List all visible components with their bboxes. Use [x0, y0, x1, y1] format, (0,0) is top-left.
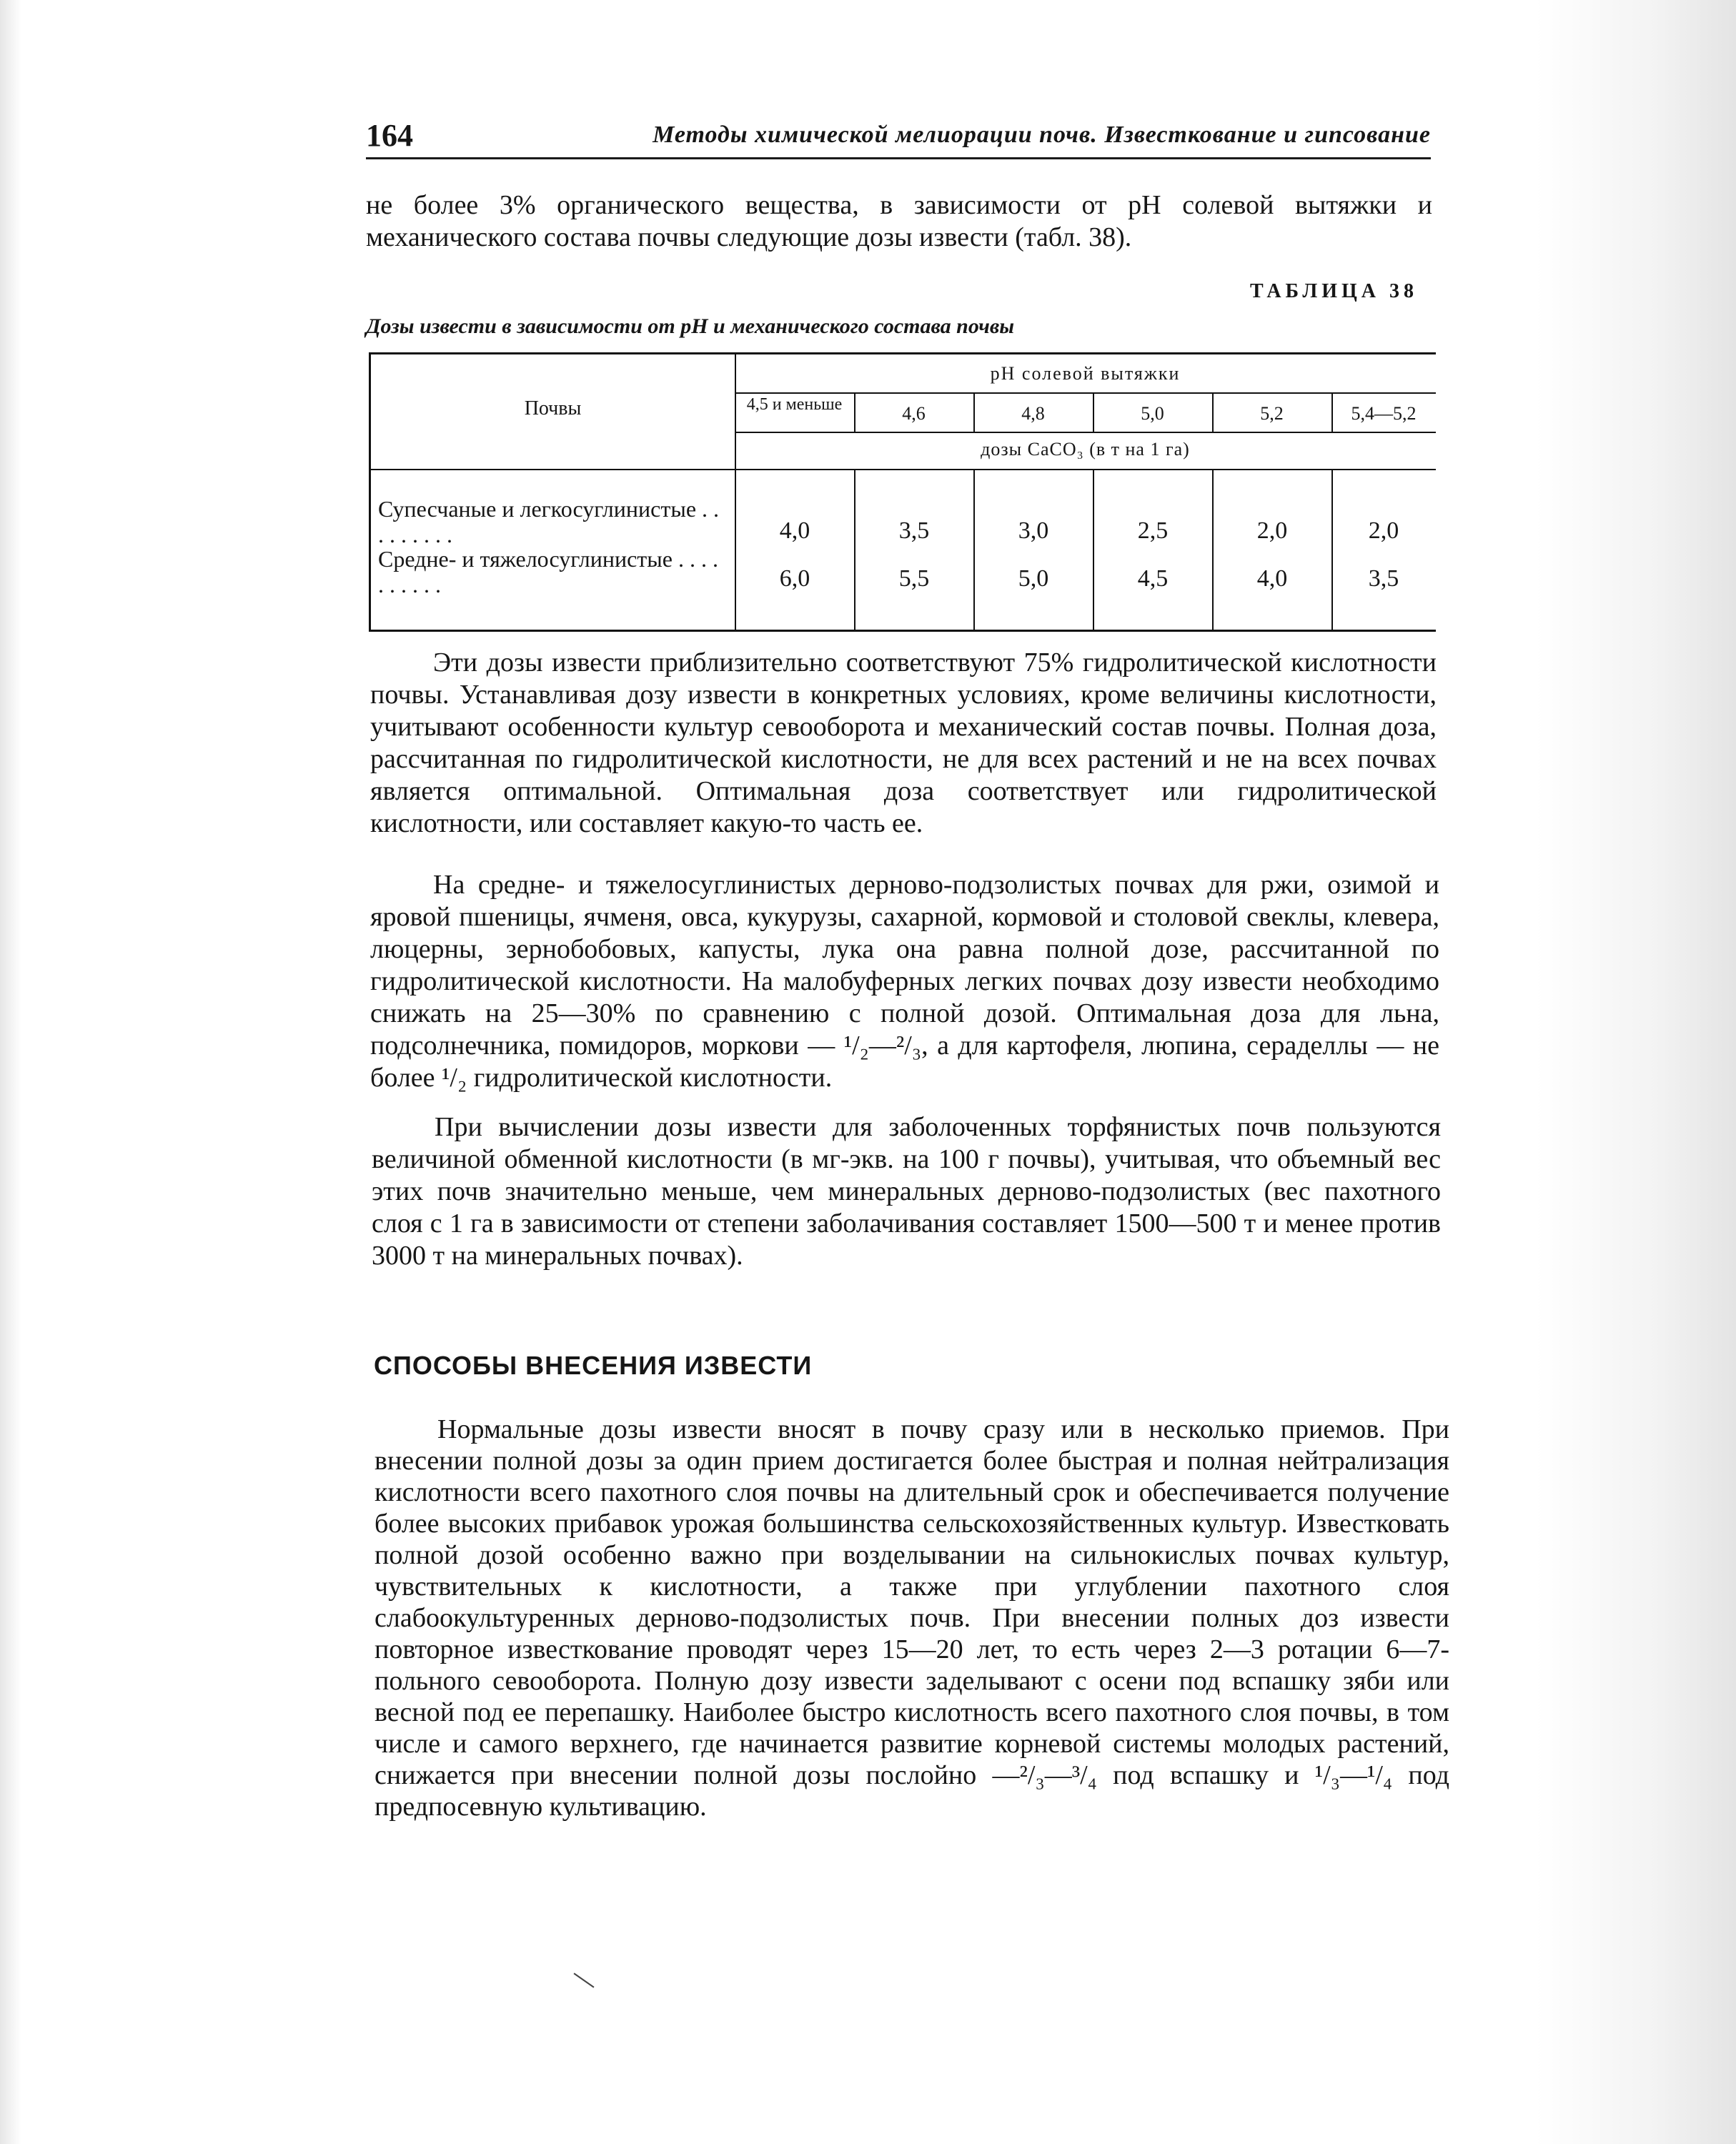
paragraph-3: При вычислении дозы извести для заболоченных торфянистых почв пользуются величиной обменной кислотности (в мг-экв. на 100 г почвы), учитывая, что объемный вес этих почв значительно меньше, чем минеральных дерново-подзолистых (вес пахотного слоя с 1 га в зависимости от степени заболачивания составляет 1500—500 т и менее против 3000 т на минеральных почвах).: [372, 1112, 1441, 1271]
table-cell: 3,5: [898, 517, 930, 544]
table-cell: 6,0: [779, 565, 810, 592]
table-cell: 2,0: [1256, 517, 1288, 544]
fraction-half-two-thirds: ¹/₂—²/₃: [843, 1031, 922, 1061]
ph-group-header: pH солевой вытяжки: [990, 363, 1181, 384]
ph-col-4: 5,0: [1141, 403, 1164, 424]
dose-table: [369, 352, 1436, 632]
fraction-half: ¹/₂: [442, 1063, 467, 1093]
row-label-loamy: Средне- и тяжелосуглинистые . . . . . . . . . .: [378, 546, 718, 597]
paragraph-4-part-c: под предпосевную культивацию.: [375, 1760, 1449, 1822]
table-caption: Дозы извести в зависимости от pH и механического состава почвы: [366, 314, 1015, 338]
ph-col-2: 4,6: [902, 403, 926, 424]
table-cell: 5,5: [898, 565, 930, 592]
table-cell: 4,5: [1137, 565, 1169, 592]
soil-column-header: Почвы: [524, 397, 582, 420]
table-cell: 3,0: [1018, 517, 1049, 544]
paragraph-4-part-b: под вспашку и: [1096, 1760, 1315, 1790]
fraction-two-thirds-three-quarters: ²/₃—³/₄: [1019, 1760, 1097, 1790]
section-title: СПОСОБЫ ВНЕСЕНИЯ ИЗВЕСТИ: [374, 1351, 813, 1380]
running-title: Методы химической мелиорации почв. Известкование и гипсование: [653, 121, 1431, 148]
scan-left-edge: [0, 0, 21, 2144]
page-number: 164: [366, 118, 413, 153]
paragraph-2-part-a: На средне- и тяжелосуглинистых дерново-подзолистых почвах для ржи, озимой и яровой пшеницы, ячменя, овса, кукурузы, сахарной, кормовой и столовой свеклы, клевера, люцерны, зернобобовых, капусты, лука она равна полной дозе, рассчитанной по гидролитической кислотности. На малобуферных легких почвах дозу извести необходимо снижать на 25—30% по сравнению с полной дозой. Оптимальная доза для льна, подсолнечника, помидоров, моркови —: [370, 870, 1439, 1061]
table-cell: 5,0: [1018, 565, 1049, 592]
ph-col-6: 5,4—5,2: [1351, 403, 1417, 424]
intro-paragraph: не более 3% органического вещества, в зависимости от pH солевой вытяжки и механического состава почвы следующие дозы извести (табл. 38).: [366, 190, 1432, 252]
ph-col-3: 4,8: [1021, 403, 1045, 424]
units-header: дозы CaCO₃ (в т на 1 га): [981, 439, 1190, 460]
table-cell: 2,0: [1368, 517, 1399, 544]
table-cell: 3,5: [1368, 565, 1399, 592]
table-cell: 4,0: [779, 517, 810, 544]
paragraph-4: [375, 1414, 1449, 1822]
paragraph-2-part-b: , а для картофеля, люпина, сераделлы — не более: [370, 1031, 1440, 1093]
table-label: ТАБЛИЦА 38: [1250, 280, 1418, 302]
paragraph-2-part-c: гидролитической кислотности.: [467, 1063, 833, 1093]
page-header: [366, 114, 1431, 159]
paragraph-2: [370, 869, 1439, 1094]
table-cell: 4,0: [1256, 565, 1288, 592]
ph-col-5: 5,2: [1260, 403, 1284, 424]
scan-right-edge: [1536, 0, 1736, 2144]
row-label-sandy: Супесчаные и легкосуглинистые . . . . . . . . .: [378, 496, 720, 547]
fraction-third-quarter: ¹/₃—¹/₄: [1314, 1760, 1393, 1790]
table-cell: 2,5: [1137, 517, 1169, 544]
paragraph-4-part-a: Нормальные дозы извести вносят в почву сразу или в несколько приемов. При внесении полной дозы за один прием достигается более быстрая и полная нейтрализация кислотности всего пахотного слоя почвы на длительный срок и обеспечивается получение более высоких прибавок урожая большинства сельскохозяйственных культур. Известковать полной дозой особенно важно при возделывании на сильнокислых почвах культур, чувствительных к кислотности, а также при углублении пахотного слоя слабоокультуренных дерново-подзолистых почв. При внесении полных доз извести повторное известкование проводят через 15—20 лет, то есть через 2—3 ротации 6—7-польного севооборота. Полную дозу извести заделывают с осени под вспашку зяби или весной под ее перепашку. Наиболее быстро кислотность всего пахотного слоя почвы, в том числе и самого верхнего, где начинается развитие корневой системы молодых растений, снижается при внесении полной дозы послойно —: [375, 1414, 1449, 1790]
stray-mark: [574, 1972, 595, 1987]
ph-col-1: 4,5 и меньше: [746, 395, 843, 414]
paragraph-1: Эти дозы извести приблизительно соответствуют 75% гидролитической кислотности почвы. Устанавливая дозу извести в конкретных условиях, кроме величины кислотности, учитывают особенности культур севооборота и механический состав почвы. Полная доза, рассчитанная по гидролитической кислотности, не для всех растений и не на всех почвах является оптимальной. Оптимальная доза соответствует или гидролитической кислотности, или составляет какую-то часть ее.: [370, 647, 1437, 838]
